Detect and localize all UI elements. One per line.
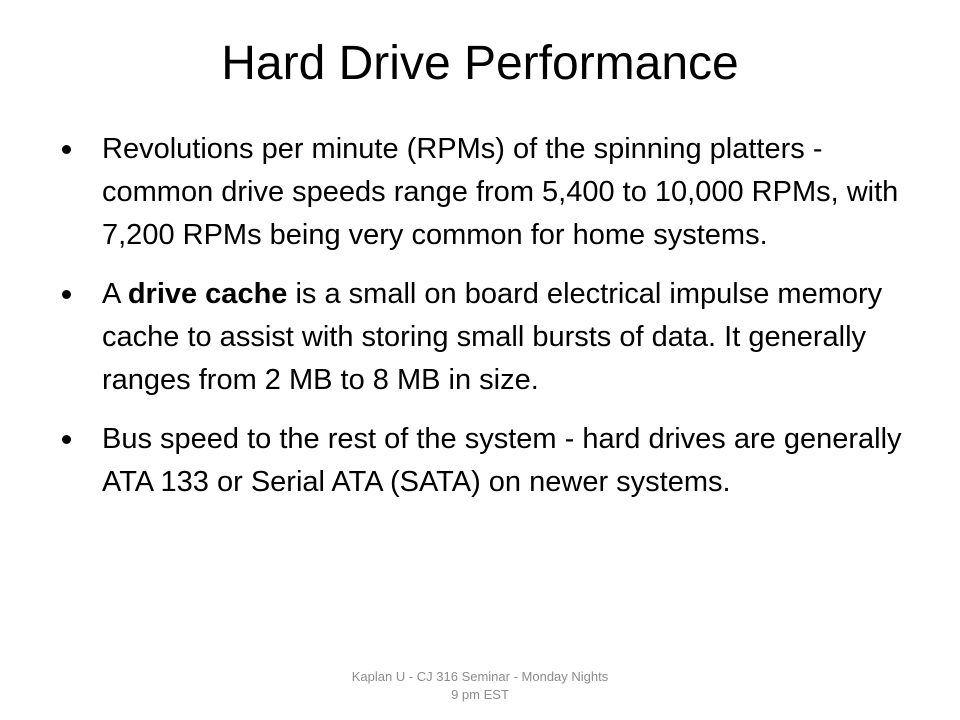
bullet-dot-icon [62, 145, 71, 154]
footer-line-1: Kaplan U - CJ 316 Seminar - Monday Nights [351, 669, 609, 684]
bullet-dot-icon [62, 435, 71, 444]
bullet-item-bus-speed [62, 418, 904, 504]
bullet-text: Bus speed to the rest of the system - hard drives are generally ATA 133 or Serial ATA (SATA) on newer systems. [102, 423, 902, 498]
bullet-text-prefix: A [102, 278, 128, 310]
bullet-bold-term: drive cache [127, 278, 288, 310]
bullet-list [62, 128, 904, 520]
bullet-text-suffix: is a small on board electrical impulse memory cache to assist with storing small bursts of data. It generally ranges from 2 MB to 8 MB in size. [102, 278, 883, 396]
footer-line-2: 9 pm EST [451, 687, 509, 702]
bullet-text: Revolutions per minute (RPMs) of the spinning platters - common drive speeds range from 5,400 to 10,000 RPMs, with 7,200 RPMs being very common for home systems. [102, 133, 899, 251]
bullet-item-drive-cache [62, 273, 904, 402]
slide-footer [320, 668, 640, 704]
bullet-dot-icon [62, 290, 71, 299]
slide-title: Hard Drive Performance [221, 37, 739, 90]
bullet-item-rpm [62, 128, 904, 257]
